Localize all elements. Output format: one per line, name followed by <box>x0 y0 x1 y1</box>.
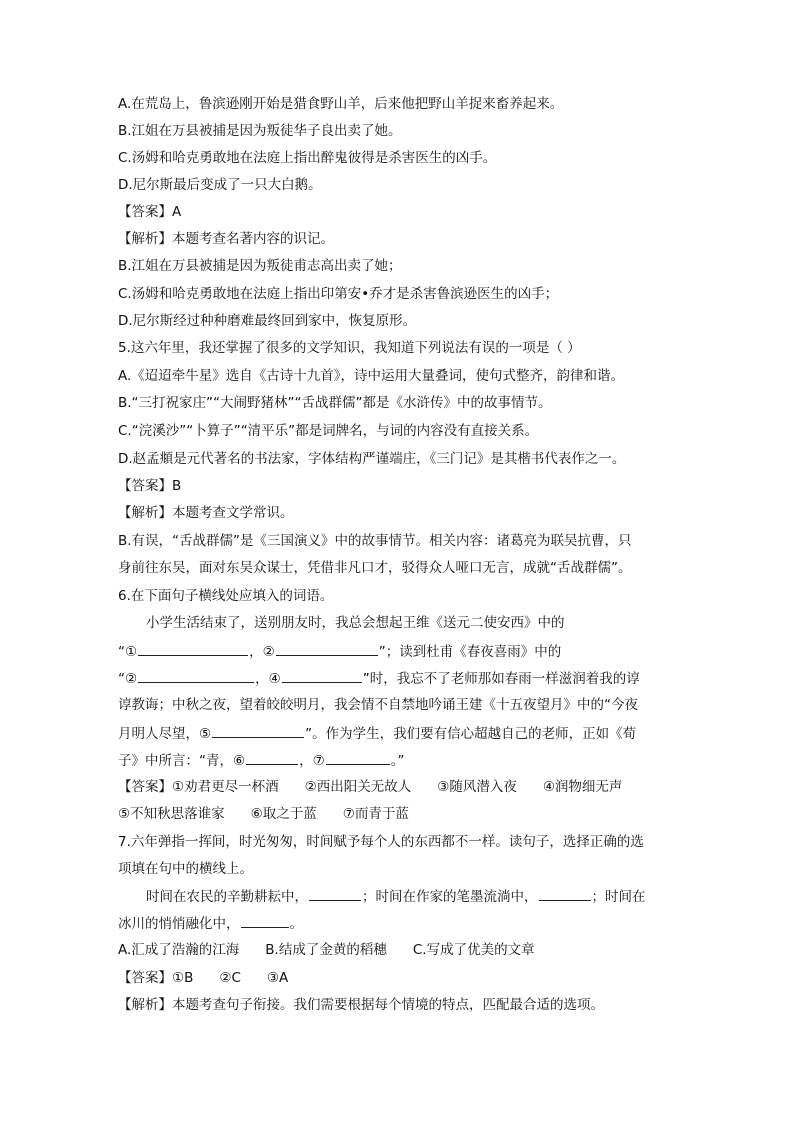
q6-passage-2-tail: ”；读到杜甫《春夜喜雨》中的 <box>378 644 562 660</box>
q5-analysis: 【解析】本题考查文学常识。 <box>118 505 294 521</box>
q5-option-b: B.“三打祝家庄”“大闹野猪林”“舌战群儒”都是《水浒传》中的故事情节。 <box>118 395 552 411</box>
q6-passage-1: 小学生活结束了，送别朋友时，我总会想起王维《送元二使安西》中的 <box>146 615 565 631</box>
q7-text-1: 时间在农民的辛勤耕耘中， <box>146 889 308 905</box>
q6-answer-5: ⑤不知秋思落谁家 <box>118 806 225 822</box>
q6-blank-4-label: ，④ <box>255 671 281 687</box>
q6-blank-7-label: ，⑦ <box>299 753 325 769</box>
q6-answer-1: 【答案】①劝君更尽一杯酒 <box>118 779 279 795</box>
option-d-line: D.尼尔斯最后变成了一只大白鹅。 <box>118 177 322 193</box>
q7-option-b: B.结成了金黄的稻穗 <box>265 942 387 958</box>
analysis-line: 【解析】本题考查名著内容的识记。 <box>118 231 334 247</box>
q6-answer-3: ③随风潜入夜 <box>437 779 517 795</box>
q6-passage-5 <box>118 723 636 744</box>
answer-line: 【答案】A <box>118 204 182 220</box>
q6-passage-2 <box>118 641 561 662</box>
q7-text-5: 。 <box>289 916 303 932</box>
q6-blank-2[interactable] <box>276 641 378 656</box>
q7-option-a: A.汇成了浩瀚的江海 <box>118 942 240 958</box>
q6-passage-6 <box>118 750 404 771</box>
q6-passage-3-tail: ”时，我忘不了老师那如春雨一样滋润着我的谆 <box>362 671 640 687</box>
q7-answer-1: 【答案】①B <box>118 970 194 986</box>
q6-passage-4: 谆教诲；中秋之夜，望着皎皎明月，我会情不自禁地吟诵王建《十五夜望月》中的“今夜 <box>118 697 638 713</box>
q6-blank-7[interactable] <box>326 750 390 765</box>
q7-text-3: ；时间在 <box>591 889 646 905</box>
q6-answer-6: ⑥取之于蓝 <box>250 806 317 822</box>
q6-blank-3[interactable] <box>138 668 254 683</box>
q7-passage-2 <box>118 913 303 934</box>
q7-answer <box>118 968 288 988</box>
q6-blank-3-label: “② <box>118 671 138 687</box>
q5-option-d: D.赵孟頫是元代著名的书法家，字体结构严谨端庄，《三门记》是其楷书代表作之一。 <box>118 451 626 467</box>
option-c-line: C.汤姆和哈克勇敢地在法庭上指出醉鬼彼得是杀害医生的凶手。 <box>118 150 497 166</box>
analysis-d-line: D.尼尔斯经过种种磨难最终回到家中，恢复原形。 <box>118 313 417 329</box>
q6-answer-line-1 <box>118 777 622 797</box>
q5-analysis-detail-2: 身前往东吴，面对东吴众谋士，凭借非凡口才，驳得众人哑口无言，成就“舌战群儒”。 <box>118 560 632 576</box>
question-7: 7.六年弹指一挥间，时光匆匆，时间赋予每个人的东西都不一样。读句子，选择正确的选 <box>118 834 644 850</box>
option-a-line: A.在荒岛上，鲁滨逊刚开始是猎食野山羊，后来他把野山羊捉来畜养起来。 <box>118 96 564 112</box>
q7-passage-1 <box>146 886 646 907</box>
question-5: 5.这六年里，我还掌握了很多的文学知识，我知道下列说法有误的一项是（ ） <box>118 340 581 356</box>
q5-answer: 【答案】B <box>118 478 182 494</box>
q7-option-c: C.写成了优美的文章 <box>412 942 535 958</box>
q6-blank-1-label: “① <box>118 644 138 660</box>
q7-options <box>118 940 535 960</box>
q6-blank-5-label: 月明人尽望，⑤ <box>118 726 212 742</box>
question-7-cont: 项填在句中的横线上。 <box>118 861 253 877</box>
q5-analysis-detail-1: B.有误，“舌战群儒”是《三国演义》中的故事情节。相关内容：诸葛亮为联吴抗曹，只 <box>118 533 632 549</box>
q7-blank-3[interactable] <box>241 913 289 928</box>
q6-answer-2: ②西出阳关无故人 <box>304 779 412 795</box>
q5-option-a: A.《迢迢牵牛星》选自《古诗十九首》，诗中运用大量叠词，使句式整齐，韵律和谐。 <box>118 368 625 384</box>
q7-analysis: 【解析】本题考查句子衔接。我们需要根据每个情境的特点，匹配最合适的选项。 <box>118 997 604 1013</box>
option-b-line: B.江姐在万县被捕是因为叛徒华子良出卖了她。 <box>118 123 402 139</box>
analysis-b-line: B.江姐在万县被捕是因为叛徒甫志高出卖了她； <box>118 258 402 274</box>
q5-option-c: C.“浣溪沙”“卜算子”“清平乐”都是词牌名，与词的内容没有直接关系。 <box>118 423 539 439</box>
q6-blank-4[interactable] <box>282 668 362 683</box>
question-6: 6.在下面句子横线处应填入的词语。 <box>118 588 334 604</box>
q7-answer-2: ②C <box>219 970 241 986</box>
q6-blank-2-label: ，② <box>249 644 275 660</box>
q6-blank-6[interactable] <box>246 750 298 765</box>
q6-passage-5-tail: ”。作为学生，我们要有信心超越自己的老师，正如《荀 <box>305 726 637 742</box>
q6-answer-7: ⑦而青于蓝 <box>342 806 409 822</box>
q7-text-2: ；时间在作家的笔墨流淌中， <box>362 889 538 905</box>
q6-passage-6-tail: 。” <box>390 753 405 769</box>
q6-passage-3 <box>118 668 640 689</box>
q6-blank-6-label: 子》中所言：“青，⑥ <box>118 753 246 769</box>
q6-answer-line-2 <box>118 804 409 824</box>
q6-blank-1[interactable] <box>138 641 248 656</box>
q7-blank-1[interactable] <box>309 886 361 901</box>
q7-text-4: 冰川的悄悄融化中， <box>118 916 240 932</box>
q7-answer-3: ③A <box>266 970 289 986</box>
analysis-c-line: C.汤姆和哈克勇敢地在法庭上指出印第安•乔才是杀害鲁滨逊医生的凶手； <box>118 286 559 302</box>
q6-answer-4: ④润物细无声 <box>542 779 623 795</box>
q6-blank-5[interactable] <box>212 723 304 738</box>
q7-blank-2[interactable] <box>539 886 591 901</box>
